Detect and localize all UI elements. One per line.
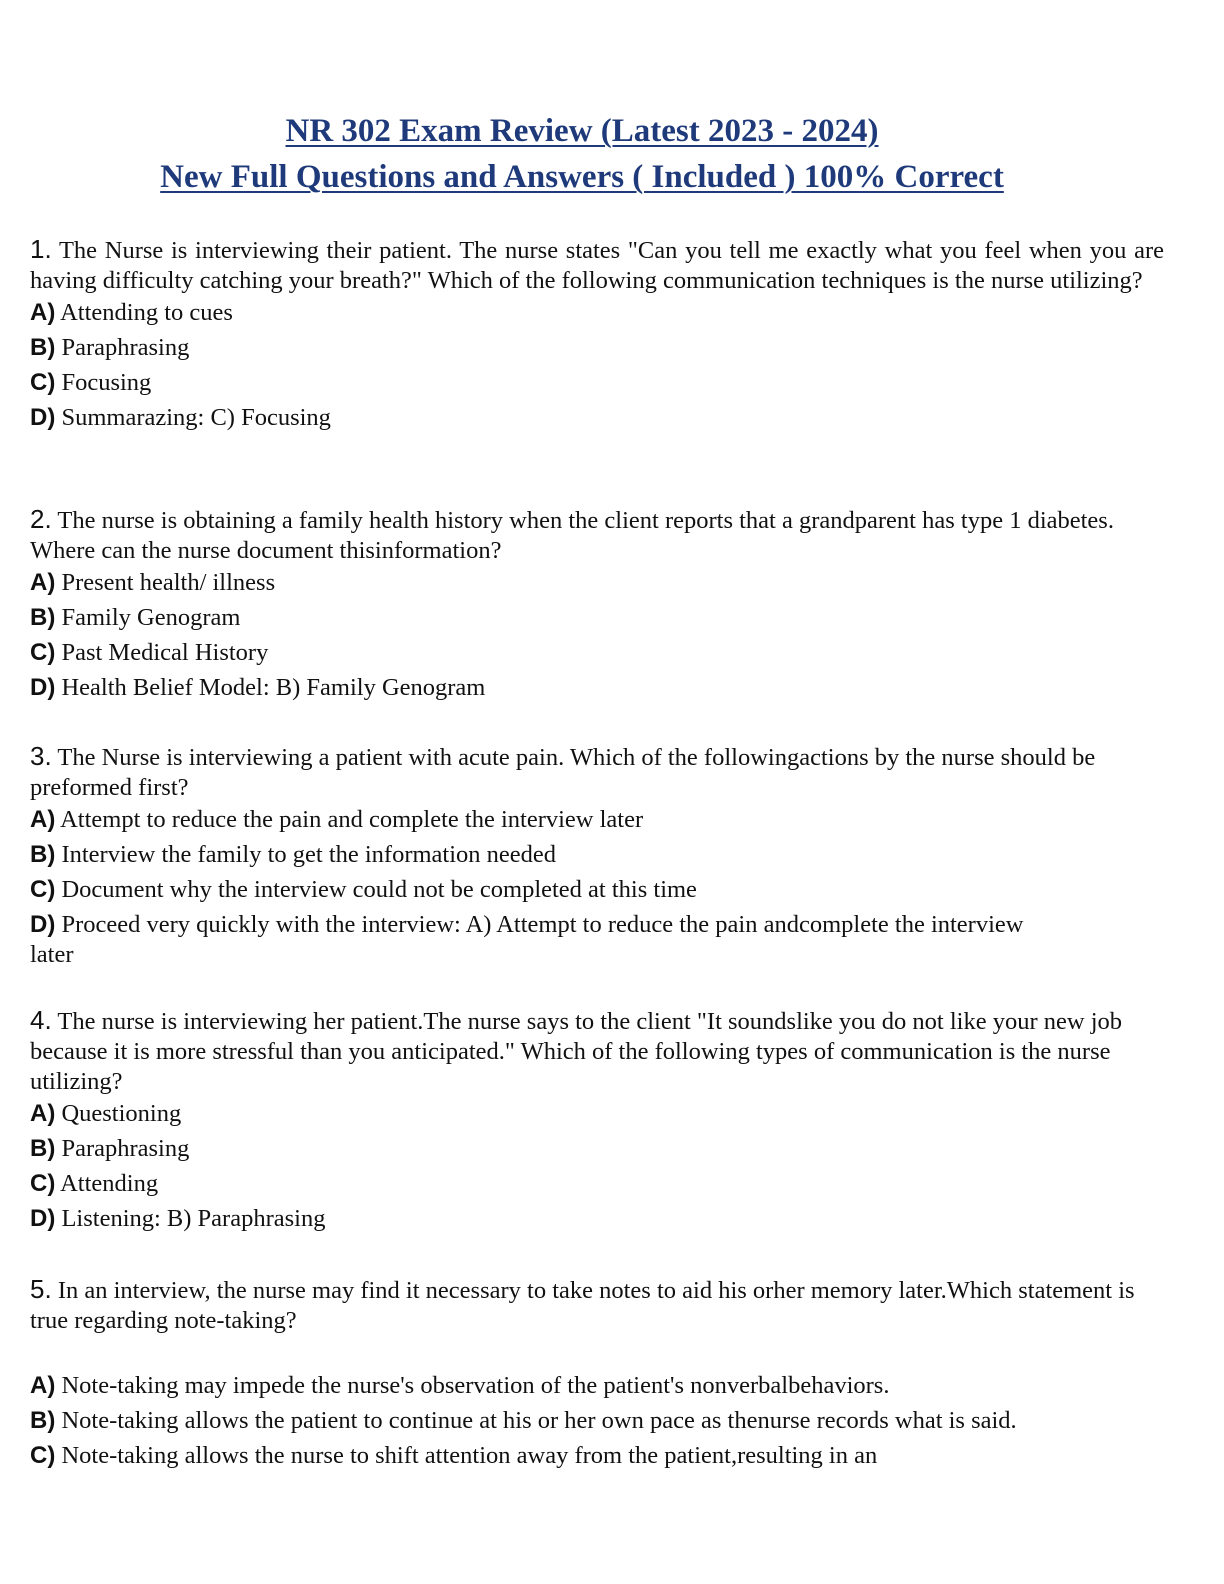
option-c [30,368,1164,398]
title-line-2: New Full Questions and Answers ( Included ) 100% Correct [160,159,1004,195]
option-letter: D) [30,674,56,701]
option-letter: A) [30,299,56,326]
option-letter: A) [30,1372,56,1399]
option-a [30,1371,1164,1401]
option-letter: B) [30,1407,56,1434]
option-text: Paraphrasing [61,334,190,361]
question-5 [30,1274,1164,1471]
option-text: Past Medical History [61,639,269,666]
option-c [30,1169,1164,1199]
option-letter: D) [30,1205,56,1232]
question-stem [30,1274,1164,1336]
option-text: Questioning [61,1100,182,1127]
question-number: 2. [30,504,52,534]
option-letter: C) [30,369,56,396]
spacer [30,1336,1164,1371]
option-letter: C) [30,1442,56,1469]
question-1 [30,234,1164,433]
option-letter: B) [30,604,56,631]
option-d [30,673,1164,703]
question-2 [30,504,1164,703]
option-text: Attending to cues [60,299,233,326]
option-text: Document why the interview could not be completed at this time [61,876,697,903]
option-text: Note-taking allows the patient to continue at his or her own pace as thenurse records what is said. [61,1407,1017,1434]
option-letter: C) [30,639,56,666]
question-stem [30,741,1164,803]
option-letter: A) [30,569,56,596]
option-letter: D) [30,404,56,431]
option-text: Summarazing: C) Focusing [61,404,331,431]
question-stem [30,234,1164,296]
option-text: Focusing [61,369,152,396]
option-letter: B) [30,334,56,361]
option-b [30,333,1164,363]
option-c [30,1441,1164,1471]
option-text: Interview the family to get the information needed [61,841,557,868]
question-text: In an interview, the nurse may find it necessary to take notes to aid his orher memory later.Which statement is true regarding note-taking? [30,1277,1135,1334]
option-letter: A) [30,1100,56,1127]
document-title [0,108,1164,200]
option-letter: B) [30,1135,56,1162]
option-b [30,603,1164,633]
option-d [30,1204,1164,1234]
option-letter: D) [30,911,56,938]
option-a [30,568,1164,598]
question-text: The Nurse is interviewing their patient. The nurse states "Can you tell me exactly what you feel when you are having difficulty catching your breath?" Which of the following communication techniques is the nurse utilizing? [30,237,1164,294]
option-letter: B) [30,841,56,868]
title-line-1: NR 302 Exam Review (Latest 2023 - 2024) [285,113,879,149]
option-d [30,403,1164,433]
option-text: Paraphrasing [61,1135,190,1162]
question-number: 4. [30,1005,52,1035]
option-text: Attempt to reduce the pain and complete the interview later [60,806,644,833]
option-b [30,840,1164,870]
option-a [30,805,1164,835]
question-text: The nurse is obtaining a family health history when the client reports that a grandparent has type 1 diabetes. Where can the nurse document thisinformation? [30,507,1114,564]
option-b [30,1134,1164,1164]
option-a [30,298,1164,328]
option-text: Attending [60,1170,159,1197]
option-letter: C) [30,1170,56,1197]
option-letter: A) [30,806,56,833]
option-text: Present health/ illness [61,569,276,596]
option-letter: C) [30,876,56,903]
question-number: 3. [30,741,52,771]
option-text: Proceed very quickly with the interview: A) Attempt to reduce the pain andcomplete the interview later [30,911,1024,968]
option-b [30,1406,1110,1436]
option-text: Listening: B) Paraphrasing [61,1205,326,1232]
question-4 [30,1005,1164,1234]
option-d [30,910,1070,970]
question-3 [30,741,1164,970]
question-text: The nurse is interviewing her patient.The nurse says to the client "It soundslike you do not like your new job because it is more stressful than you anticipated." Which of the following types of communication is the nurse utilizing? [30,1008,1123,1095]
question-stem [30,504,1164,566]
option-c [30,875,1164,905]
option-text: Health Belief Model: B) Family Genogram [61,674,486,701]
question-number: 1. [30,234,52,264]
question-number: 5. [30,1274,52,1304]
option-c [30,638,1164,668]
option-text: Note-taking allows the nurse to shift attention away from the patient,resulting in an [61,1442,878,1469]
option-text: Note-taking may impede the nurse's observation of the patient's nonverbalbehaviors. [61,1372,890,1399]
question-stem [30,1005,1164,1097]
question-text: The Nurse is interviewing a patient with acute pain. Which of the followingactions by the nurse should be preformed first? [30,744,1096,801]
option-text: Family Genogram [61,604,241,631]
option-a [30,1099,1164,1129]
